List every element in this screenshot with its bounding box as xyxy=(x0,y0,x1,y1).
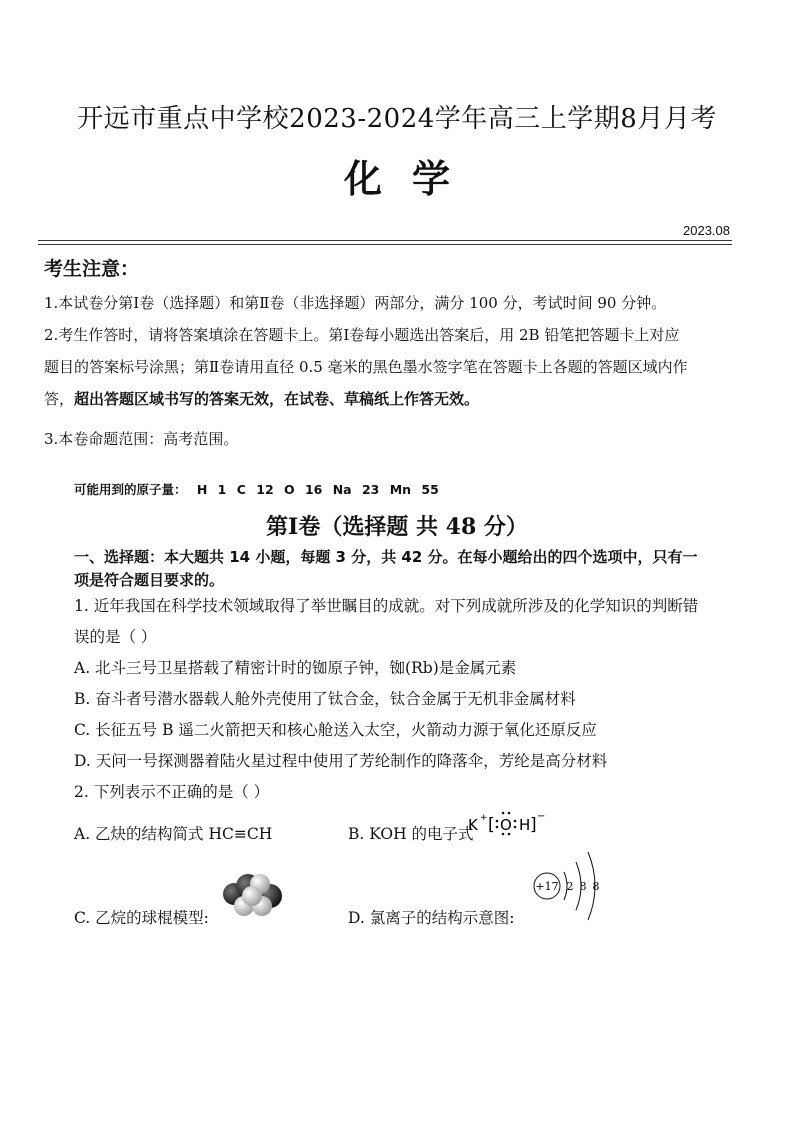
exam-title: 开远市重点中学校2023-2024学年高三上学期8月月考 xyxy=(77,104,717,134)
nucleus-charge: +17 xyxy=(535,880,559,893)
koh-electron-formula xyxy=(466,808,556,838)
q1-option-c: C. 长征五号 B 遥二火箭把天和核心舱送入太空，火箭动力源于氧化还原反应 xyxy=(74,721,597,739)
header-rule-thick xyxy=(38,240,732,241)
koh-k-symbol: K xyxy=(468,816,478,834)
exam-date: 2023.08 xyxy=(683,223,730,238)
chloride-ion-structure-diagram xyxy=(530,850,610,922)
q2-option-c: C. 乙烷的球棍模型: xyxy=(74,909,209,927)
subject-title: 化学 xyxy=(343,157,480,201)
q2-option-d: D. 氯离子的结构示意图: xyxy=(348,909,515,927)
notice-line-2b: 题目的答案标号涂黑；第Ⅱ卷请用直径 0.5 毫米的黑色墨水签字笔在答题卡上各题的答题区域内作 xyxy=(44,358,688,376)
q2-option-a: A. 乙炔的结构简式 HC≡CH xyxy=(74,825,273,843)
section-heading: 第Ⅰ卷（选择题 共 48 分） xyxy=(266,514,528,540)
section-intro-a: 一、选择题：本大题共 14 小题，每题 3 分，共 42 分。在每小题给出的四个选项中，只有一 xyxy=(74,548,698,566)
shell-3-electrons: 8 xyxy=(592,880,600,893)
koh-h-symbol: H xyxy=(519,816,531,834)
shell-1-electrons: 2 xyxy=(566,880,574,893)
notice-line-2a: 2.考生作答时，请将答案填涂在答题卡上。第Ⅰ卷每小题选出答案后，用 2B 铅笔把答题卡上对应 xyxy=(44,326,680,344)
q1-option-d: D. 天问一号探测器着陆火星过程中使用了芳纶制作的降落伞，芳纶是高分材料 xyxy=(74,752,608,770)
koh-k-charge: + xyxy=(480,813,488,823)
koh-oh-charge: − xyxy=(537,811,546,822)
atomic-masses: 可能用到的原子量： H 1 C 12 O 16 Na 23 Mn 55 xyxy=(74,482,439,497)
notice-heading: 考生注意： xyxy=(44,258,140,280)
notice-line-2c-prefix: 答， xyxy=(44,390,75,408)
q1-option-b: B. 奋斗者号潜水器载人舱外壳使用了钛合金，钛合金属于无机非金属材料 xyxy=(74,690,576,708)
koh-o-symbol: O xyxy=(500,816,512,834)
q2-option-b: B. KOH 的电子式 xyxy=(348,825,474,843)
notice-line-1: 1.本试卷分第Ⅰ卷（选择题）和第Ⅱ卷（非选择题）两部分，满分 100 分，考试时间 90 分钟。 xyxy=(44,294,667,312)
notice-line-2c-bold: 超出答题区域书写的答案无效，在试卷、草稿纸上作答无效。 xyxy=(74,390,480,408)
notice-line-2c xyxy=(44,388,479,409)
notice-line-3: 3.本卷命题范围：高考范围。 xyxy=(44,430,239,448)
koh-right-bracket: ] xyxy=(530,815,537,835)
shell-2-electrons: 8 xyxy=(579,880,587,893)
q1-option-a: A. 北斗三号卫星搭载了精密计时的铷原子钟，铷(Rb)是金属元素 xyxy=(74,659,517,677)
q1-stem-b: 误的是（ ） xyxy=(74,628,157,646)
ethane-model-image xyxy=(222,872,284,920)
q2-stem: 2. 下列表示不正确的是（ ） xyxy=(74,783,270,801)
koh-left-bracket: [ xyxy=(488,815,495,835)
q1-stem-a: 1. 近年我国在科学技术领域取得了举世瞩目的成就。对下列成就所涉及的化学知识的判断错 xyxy=(74,597,699,615)
section-intro-b: 项是符合题目要求的。 xyxy=(74,571,225,589)
header-rule-thin xyxy=(38,244,732,245)
